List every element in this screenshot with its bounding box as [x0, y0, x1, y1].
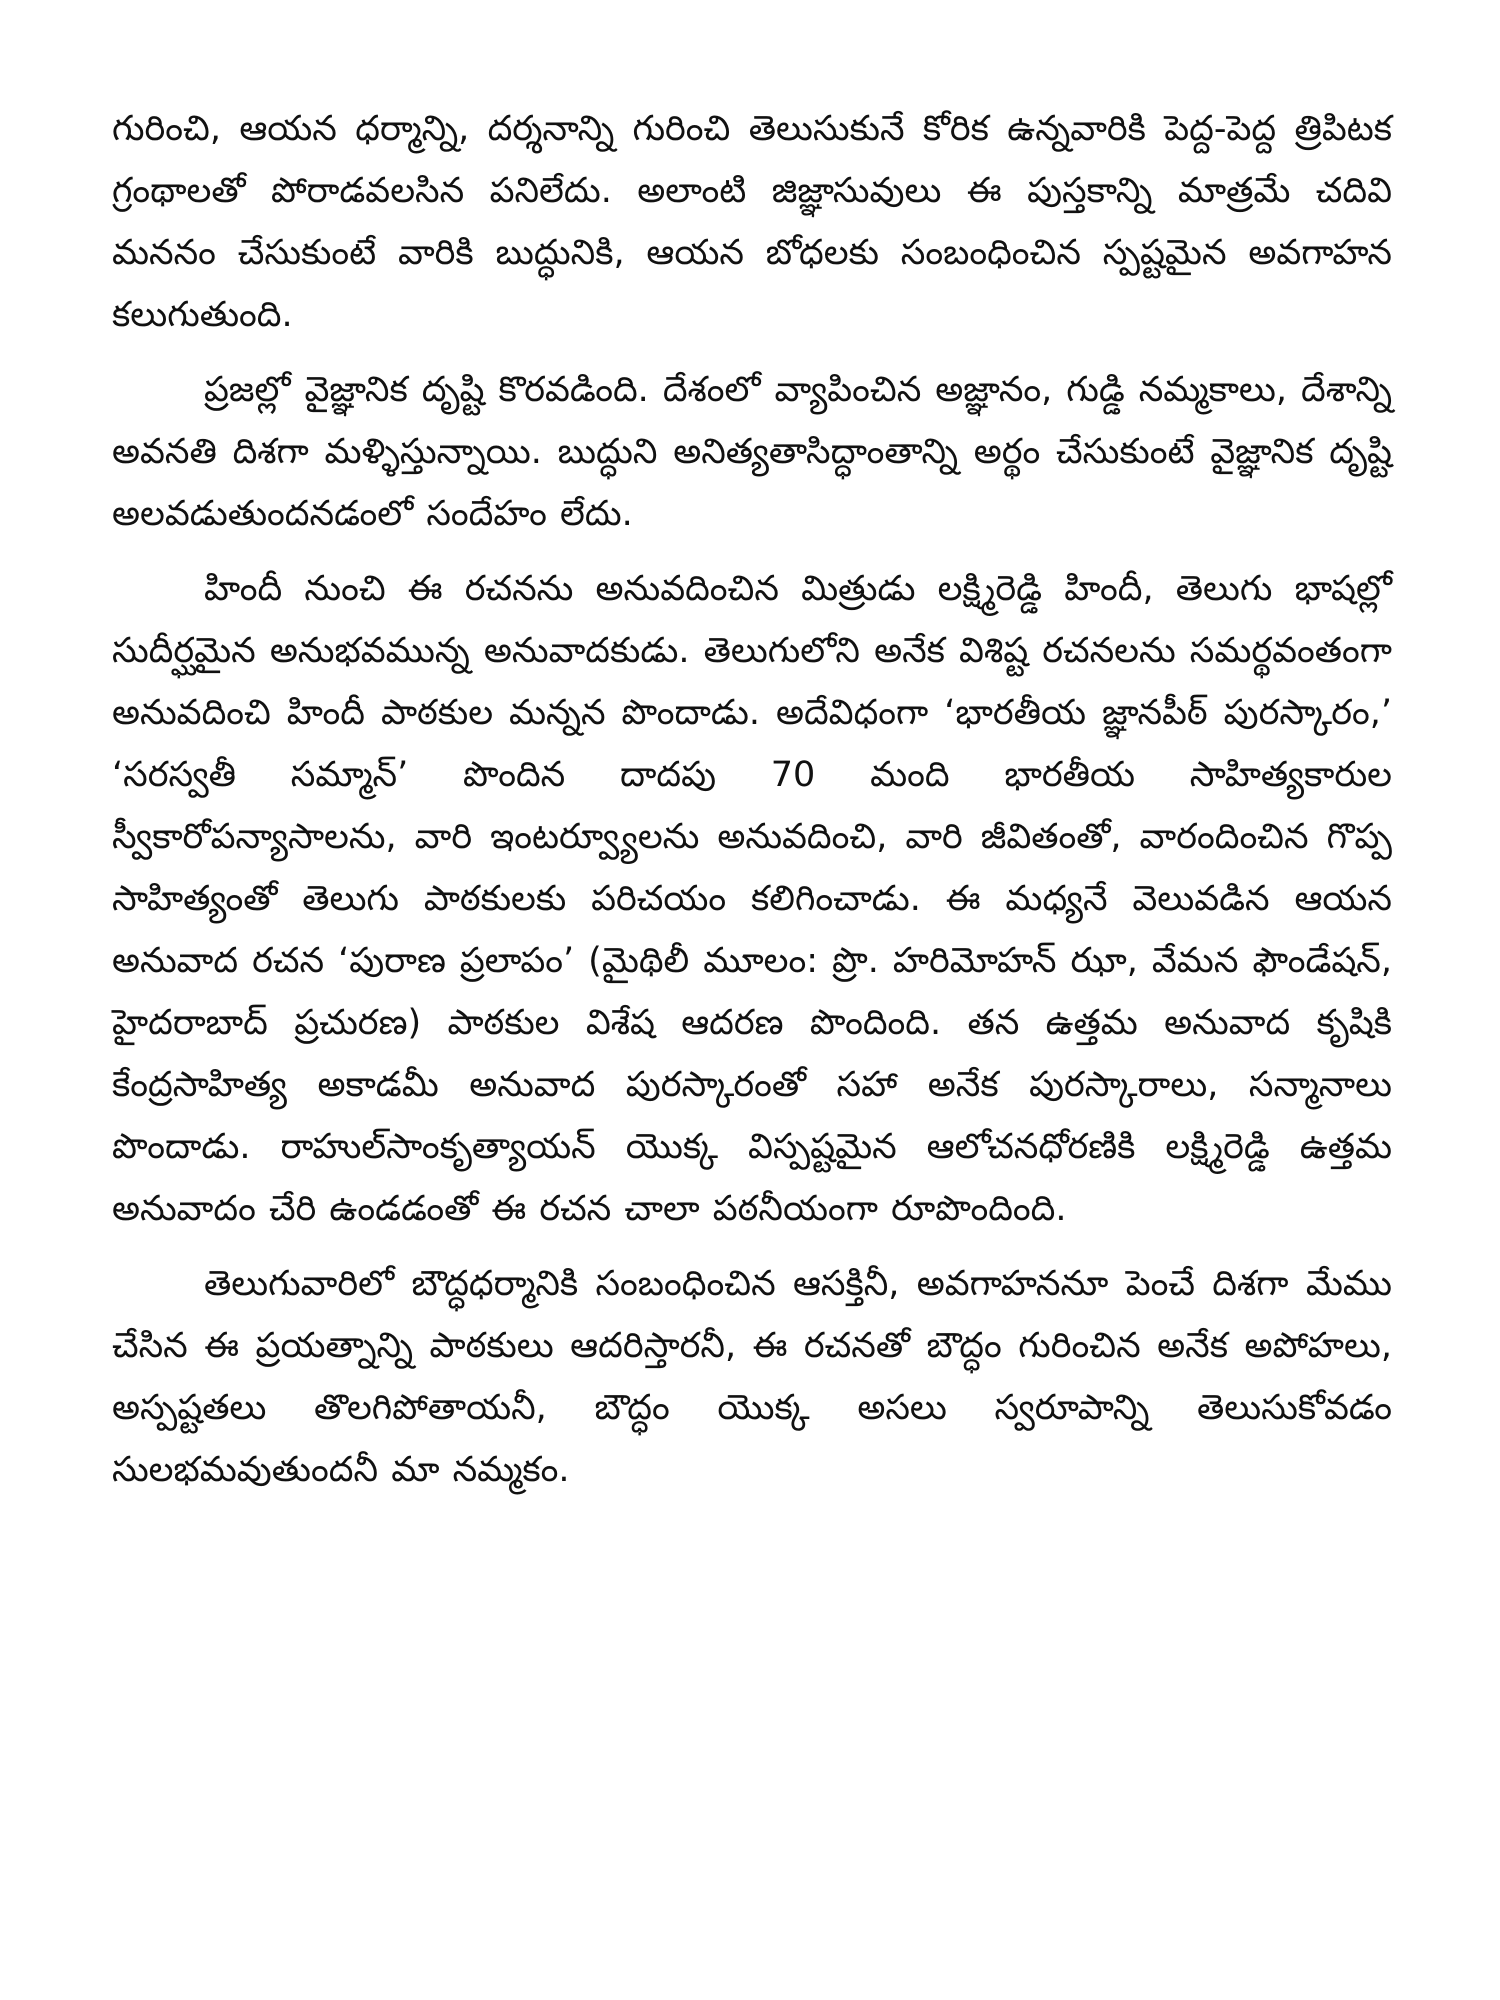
paragraph-conclusion: తెలుగువారిలో బౌద్ధధర్మానికి సంబంధించిన ఆసక్తినీ, అవగాహననూ పెంచే దిశగా మేము చేసిన ఈ ప్రయత్నాన్ని పాఠకులు ఆదరిస్తారనీ, ఈ రచనతో బౌద్ధం గురించిన అనేక అపోహలు, అస్పష్టతలు తొలగిపోతాయనీ, బౌద్ధం యొక్క అసలు స్వరూపాన్ని తెలుసుకోవడం సులభమవుతుందనీ మా నమ్మకం.	[112, 1264, 1392, 1490]
paragraph-scientific-outlook: ప్రజల్లో వైజ్ఞానిక దృష్టి కొరవడింది. దేశంలో వ్యాపించిన అజ్ఞానం, గుడ్డి నమ్మకాలు, దేశాన్ని అవనతి దిశగా మళ్ళిస్తున్నాయి. బుద్ధుని అనిత్యతాసిద్ధాంతాన్ని అర్థం చేసుకుంటే వైజ్ఞానిక దృష్టి అలవడుతుందనడంలో సందేహం లేదు.	[112, 370, 1392, 534]
paragraph-buddha-teachings: గురించి, ఆయన ధర్మాన్ని, దర్శనాన్ని గురించి తెలుసుకునే కోరిక ఉన్నవారికి పెద్ద-పెద్ద త్రిపిటక గ్రంథాలతో పోరాడవలసిన పనిలేదు. అలాంటి జిజ్ఞాసువులు ఈ పుస్తకాన్ని మాత్రమే చదివి మననం చేసుకుంటే వారికి బుద్ధునికి, ఆయన బోధలకు సంబంధించిన స్పష్టమైన అవగాహన కలుగుతుంది.	[112, 109, 1392, 335]
paragraph-translator: హిందీ నుంచి ఈ రచనను అనువదించిన మిత్రుడు లక్ష్మిరెడ్డి హిందీ, తెలుగు భాషల్లో సుదీర్ఘమైన అనుభవమున్న అనువాదకుడు. తెలుగులోని అనేక విశిష్ట రచనలను సమర్థవంతంగా అనువదించి హిందీ పాఠకుల మన్నన పొందాడు. అదేవిధంగా ‘భారతీయ జ్ఞానపీఠ్ పురస్కారం,’ ‘సరస్వతీ సమ్మాన్’ పొందిన దాదపు 70 మంది భారతీయ సాహిత్యకారుల స్వీకారోపన్యాసాలను, వారి ఇంటర్వ్యూలను అనువదించి, వారి జీవితంతో, వారందించిన గొప్ప సాహిత్యంతో తెలుగు పాఠకులకు పరిచయం కలిగించాడు. ఈ మధ్యనే వెలువడిన ఆయన అనువాద రచన ‘పురాణ ప్రలాపం’ (మైథిలీ మూలం: ప్రొ. హరిమోహన్ ఝా, వేమన ఫౌండేషన్, హైదరాబాద్ ప్రచురణ) పాఠకుల విశేష ఆదరణ పొందింది. తన ఉత్తమ అనువాద కృషికి కేంద్రసాహిత్య అకాడమీ అనువాద పురస్కారంతో సహా అనేక పురస్కారాలు, సన్మానాలు పొందాడు. రాహుల్‌సాంకృత్యాయన్ యొక్క విస్పష్టమైన ఆలోచనధోరణికి లక్ష్మిరెడ్డి ఉత్తమ అనువాదం చేరి ఉండడంతో ఈ రచన చాలా పఠనీయంగా రూపొందింది.	[112, 569, 1392, 1229]
document-body	[112, 98, 1392, 1514]
